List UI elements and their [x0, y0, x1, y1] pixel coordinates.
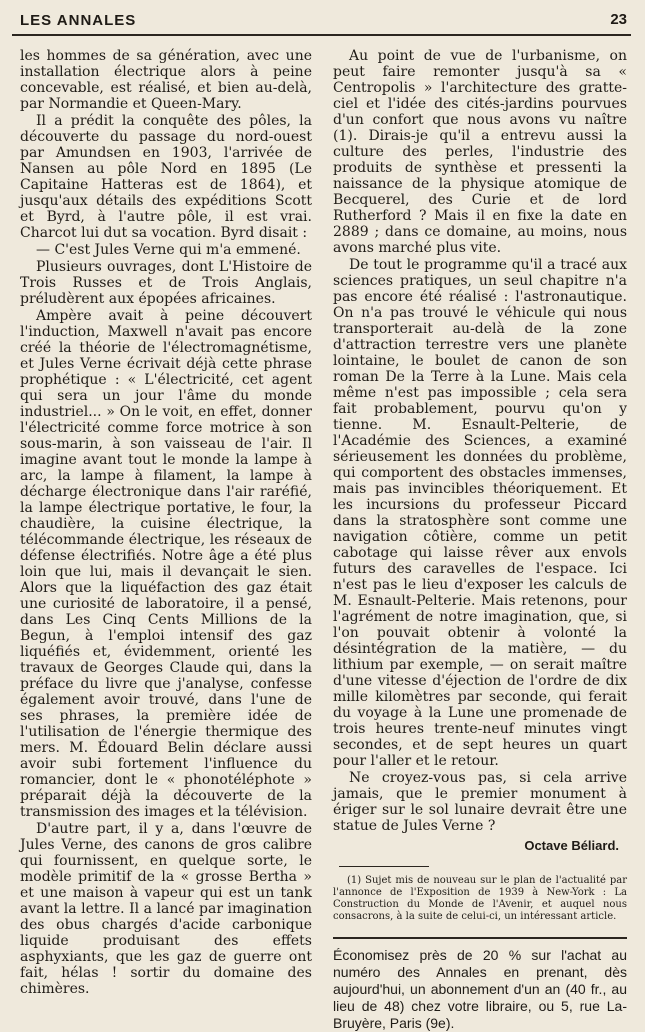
paragraph-left-1: les hommes de sa génération, avec une installation électrique alors à peine concevable, est réalisé, et bien au-delà, par Normandie et Queen-Mary. — [20, 48, 312, 112]
paragraph-left-2: Il a prédit la conquête des pôles, la découverte du passage du nord-ouest par Amundsen en 1903, l'arrivée de Nansen au pôle Nord en 1895 (Le Capitaine Hatteras est de 1864), et jusqu'aux détails des expéditions Scott et Byrd, à l'autre pôle, il est vrai. Charcot lui dut sa vocation. Byrd disait : — [20, 113, 312, 241]
paragraph-right-1: Au point de vue de l'urbanisme, on peut faire remonter jusqu'à sa « Centropolis » l'architecture des gratte-ciel et l'idée des cités-jardins pourvues d'un confort que nous avons vu naître (1). Dirais-je qu'il a entrevu aussi la culture des perles, l'industrie des produits de synthèse et pressenti la naissance de la physique atomique de Becquerel, des Curie et de lord Rutherford ? Mais il en fixe la date en 2889 ; dans ce domaine, au moins, nous avons marché plus vite. — [333, 48, 627, 256]
page-number: 23 — [610, 11, 627, 28]
paragraph-left-4: Plusieurs ouvrages, dont L'Histoire de Trois Russes et de Trois Anglais, préludèrent aux épopées africaines. — [20, 259, 312, 307]
advertisement-divider — [333, 937, 627, 939]
paragraph-left-5: Ampère avait à peine découvert l'induction, Maxwell n'avait pas encore créé la théorie de l'électromagnétisme, et Jules Verne écrivait déjà cette phrase prophétique : « L'électricité, cet agent qui sera un jour l'âme du monde industriel... » On le voit, en effet, donner l'électricité comme force motrice à son sous-marin, à son vaisseau de l'air. Il imagine avant tout le monde la lampe à arc, la lampe à filament, la lampe à décharge électronique dans l'air raréfié, la lampe électrique portative, le four, la chaudière, la cuisine électrique, la télécommande électrique, les réseaux de défense électrifiés. Notre âge a été plus loin que lui, mais il devançait le sien. Alors que la liquéfaction des gaz était une curiosité de laboratoire, il a pensé, dans Les Cinq Cents Millions de la Begun, à l'emploi intensif des gaz liquéfiés et, évidemment, orienté les travaux de Georges Claude qui, dans la préface du livre que j'analyse, confesse également avoir trouvé, dans l'une de ses phrases, la première idée de l'utilisation de l'énergie thermique des mers. M. Édouard Belin déclare aussi avoir subi fortement l'influence du romancier, dont le « phonotéléphote » préparait déjà la découverte de la transmission des images et la télévision. — [20, 308, 312, 820]
paragraph-right-2: De tout le programme qu'il a tracé aux sciences pratiques, un seul chapitre n'a pas encore été réalisé : l'astronautique. On n'a pas trouvé le véhicule qui nous transporterait au-delà de la zone d'attraction terrestre vers une planète lointaine, le boulet de canon de son roman De la Terre à la Lune. Mais cela même n'est pas impossible ; cela sera fait probablement, pourvu qu'on y tienne. M. Esnault-Pelterie, de l'Académie des Sciences, a examiné sérieusement les données du problème, qui comportent des obstacles immenses, mais pas invincibles théoriquement. Et les incursions du professeur Piccard dans la stratosphère sont comme une navigation côtière, comme un petit cabotage qui laisse rêver aux envols futurs des caravelles de l'espace. Ici n'est pas le lieu d'exposer les calculs de M. Esnault-Pelterie. Mais retenons, pour l'agrément de notre imagination, que, si l'on pouvait obtenir à volonté la désintégration de la matière, — du lithium par exemple, — on serait maître d'une vitesse d'éjection de l'ordre de dix mille kilomètres par seconde, qui ferait du voyage à la Lune une promenade de trois heures trente-neuf minutes vingt secondes, et de sept heures un quart pour l'aller et le retour. — [333, 257, 627, 769]
right-column — [333, 48, 627, 1032]
paragraph-right-3: Ne croyez-vous pas, si cela arrive jamais, que le premier monument à ériger sur le sol lunaire devrait être une statue de Jules Verne ? — [333, 770, 627, 834]
journal-title: LES ANNALES — [20, 12, 137, 29]
paragraph-left-3: — C'est Jules Verne qui m'a emmené. — [36, 242, 301, 258]
footnote-divider — [339, 866, 429, 867]
footnote: (1) Sujet mis de nouveau sur le plan de l'actualité par l'annonce de l'Exposition de 1939 à New-York : La Construction du Monde de l'Avenir, et auquel nous consacrons, à la suite de celui-ci, un intéressant article. — [333, 875, 627, 922]
author-signature: Octave Béliard. — [524, 838, 619, 853]
left-column — [20, 48, 312, 998]
page-header — [12, 8, 631, 36]
subscription-advertisement: Économisez près de 20 % sur l'achat au numéro des Annales en prenant, dès aujourd'hui, un abonnement d'un an (40 fr., au lieu de 48) chez votre libraire, ou 5, rue La-Bruyère, Paris (9e). — [333, 947, 627, 1031]
paragraph-left-6: D'autre part, il y a, dans l'œuvre de Jules Verne, des canons de gros calibre qui fournissent, en quelque sorte, le modèle primitif de la « grosse Bertha » et une maison à vapeur qui est un tank avant la lettre. Il a lancé par imagination des obus chargés d'acide carbonique liquide produisant des effets asphyxiants, que les gaz de guerre ont fait, hélas ! sortir du domaine des chimères. — [20, 821, 312, 997]
